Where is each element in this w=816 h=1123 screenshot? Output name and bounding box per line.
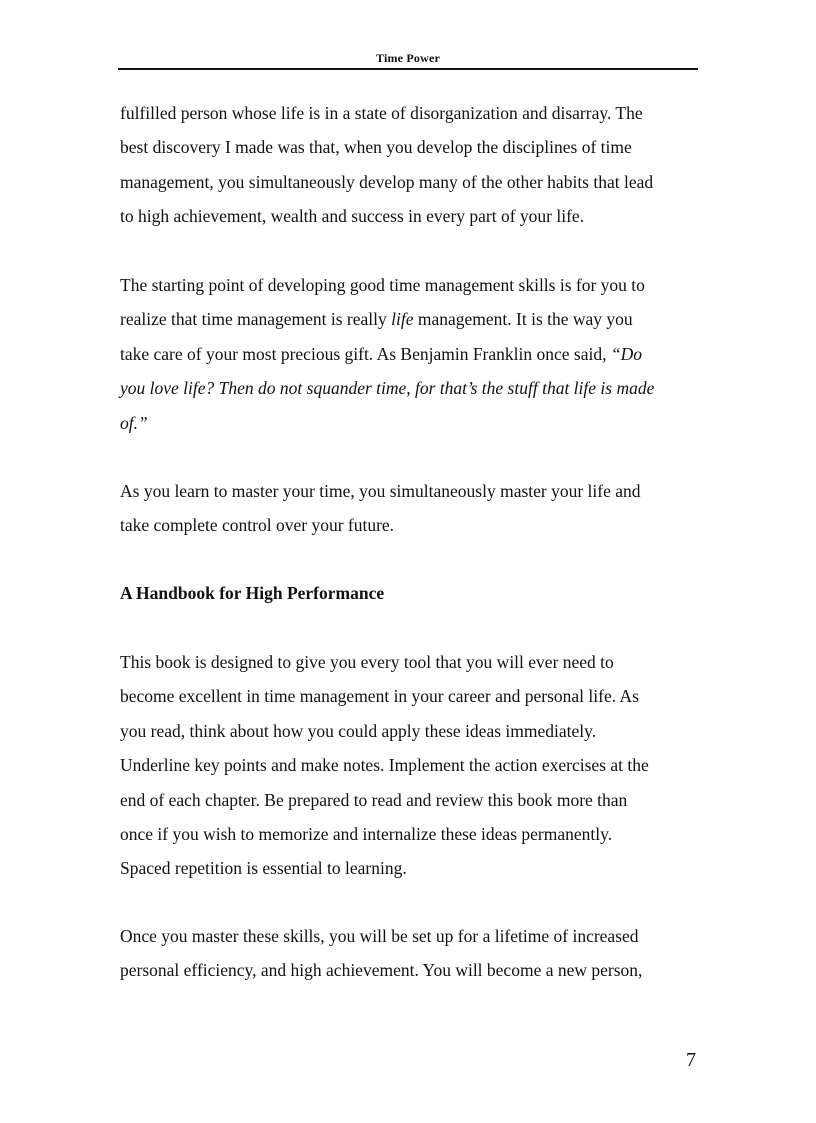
text-run: take care of your most precious gift. As Benjamin Franklin once said: [120, 343, 603, 364]
running-header-title: Time Power: [375, 51, 441, 65]
paragraph-line: personal efficiency, and high achievement. You will become a new person,: [120, 960, 643, 981]
paragraph-2: [120, 268, 700, 440]
paragraph-line: to high achievement, wealth and success in every part of your life.: [120, 206, 585, 227]
paragraph-line: The starting point of developing good time management skills is for you to: [120, 275, 645, 295]
paragraph-line: Spaced repetition is essential to learning.: [120, 858, 407, 879]
paragraph-line: end of each chapter. Be prepared to read and review this book more than: [120, 789, 628, 810]
paragraph-line: [120, 337, 700, 371]
section-heading: A Handbook for High Performance: [120, 583, 385, 603]
franklin-quote-end: of.”: [120, 412, 148, 433]
paragraph-line: [120, 302, 700, 336]
paragraph-line: management, you simultaneously develop many of the other habits that lead: [120, 171, 654, 192]
paragraph-line: fulfilled person whose life is in a state of disorganization and disarray. The: [120, 103, 643, 123]
paragraph-line: become excellent in time management in your career and personal life. As: [120, 686, 639, 707]
text-run: management. It is the way you: [413, 309, 633, 330]
paragraph-line: As you learn to master your time, you simultaneously master your life and: [120, 481, 641, 501]
paragraph-line: once if you wish to memorize and internalize these ideas permanently.: [120, 824, 613, 845]
franklin-quote-start: , “Do: [602, 343, 642, 364]
paragraph-4: [120, 645, 700, 886]
paragraph-line: take complete control over your future.: [120, 515, 395, 536]
page-number: 7: [686, 1049, 696, 1071]
paragraph-line: you read, think about how you could apply these ideas immediately.: [120, 720, 597, 741]
paragraph-line: Underline key points and make notes. Implement the action exercises at the: [120, 755, 649, 776]
italic-emphasis: life: [391, 309, 414, 330]
paragraph-line: This book is designed to give you every tool that you will ever need to: [120, 652, 614, 672]
header-rule: [118, 68, 698, 70]
paragraph-3: [120, 474, 700, 543]
paragraph-line: Once you master these skills, you will be set up for a lifetime of increased: [120, 926, 639, 946]
paragraph-1: [120, 96, 700, 234]
text-run: realize that time management is really: [120, 309, 392, 330]
paragraph-5: [120, 919, 700, 988]
franklin-quote-line: you love life? Then do not squander time, for that’s the stuff that life is made: [120, 378, 655, 399]
paragraph-line: best discovery I made was that, when you develop the disciplines of time: [120, 137, 632, 158]
